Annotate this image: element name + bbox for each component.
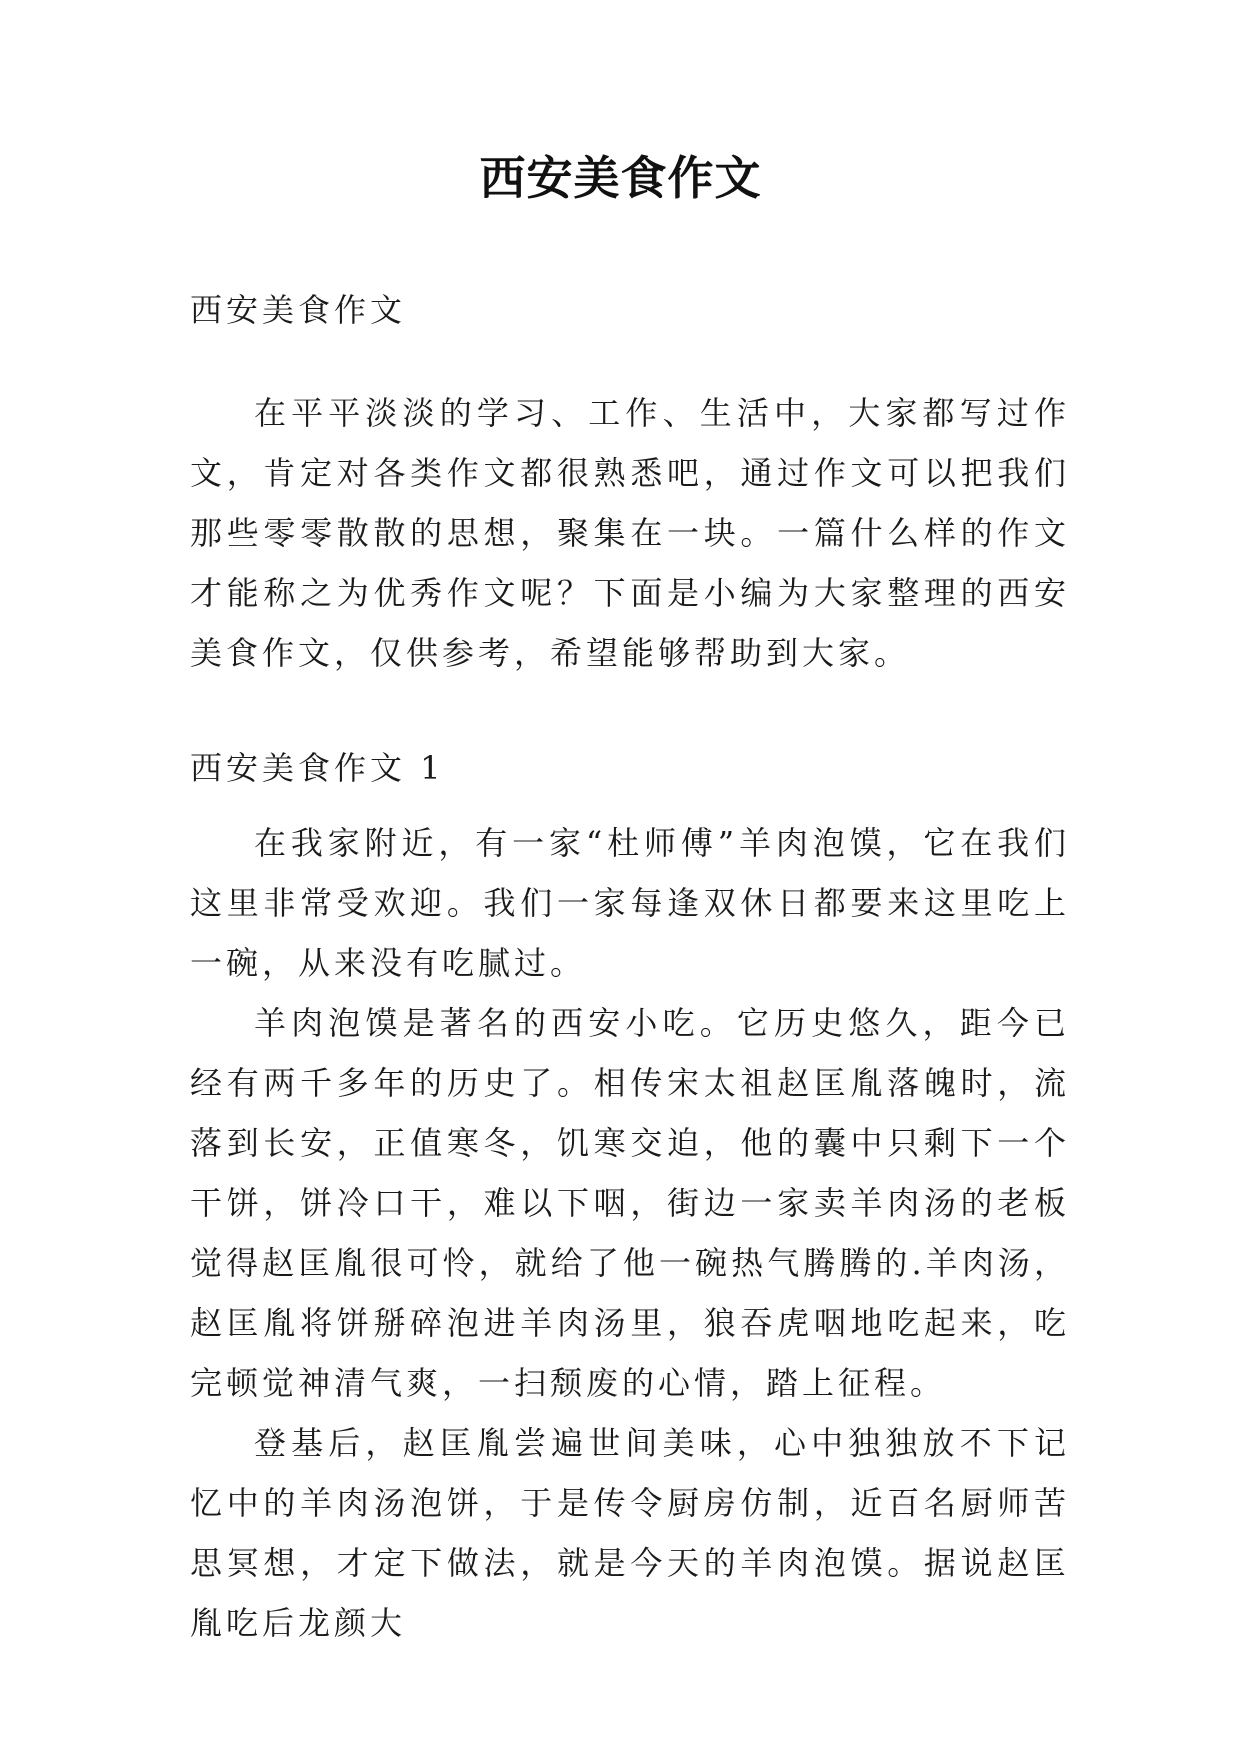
body-paragraph: 在我家附近，有一家“杜师傅”羊肉泡馍，它在我们这里非常受欢迎。我们一家每逢双休日都要来这里吃上一碗，从来没有吃腻过。 (190, 824, 1070, 982)
spacer (190, 340, 1070, 383)
intro-paragraph: 在平平淡淡的学习、工作、生活中，大家都写过作文，肯定对各类作文都很熟悉吧，通过作文可以把我们那些零零散散的思想，聚集在一块。一篇什么样的作文才能称之为优秀作文呢？下面是小编为大家整理的西安美食作文，仅供参考，希望能够帮助到大家。 (190, 394, 1070, 672)
section-heading: 西安美食作文 1 (190, 749, 445, 787)
body-paragraph: 登基后，赵匡胤尝遍世间美味，心中独独放不下记忆中的羊肉汤泡饼，于是传令厨房仿制，近百名厨师苦思冥想，才定下做法，就是今天的羊肉泡馍。据说赵匡胤吃后龙颜大 (190, 1424, 1070, 1642)
document-title: 西安美食作文 (479, 151, 762, 205)
document-subtitle: 西安美食作文 (190, 291, 407, 329)
body-paragraph: 羊肉泡馍是著名的西安小吃。它历史悠久，距今已经有两千多年的历史了。相传宋太祖赵匡胤落魄时，流落到长安，正值寒冬，饥寒交迫，他的囊中只剩下一个干饼，饼冷口干，难以下咽，街边一家卖羊肉汤的老板觉得赵匡胤很可怜，就给了他一碗热气腾腾的.羊肉汤，赵匡胤将饼掰碎泡进羊肉汤里，狼吞虎咽地吃起来，吃完顿觉神清气爽，一扫颓废的心情，踏上征程。 (190, 1004, 1070, 1402)
spacer (190, 683, 1070, 738)
document-body (190, 280, 1070, 1653)
spacer (190, 798, 1070, 813)
